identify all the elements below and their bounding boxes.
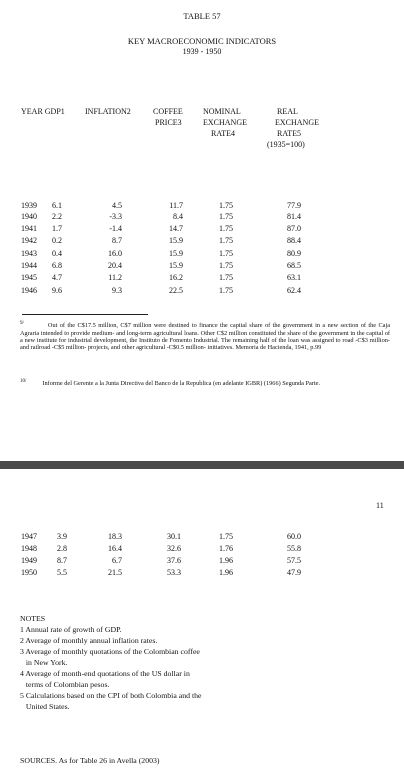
table-row-year: 1946 — [21, 286, 37, 295]
header-real-line3: RATE5 — [277, 129, 301, 138]
note-line: United States. — [20, 702, 70, 711]
page-break-band — [0, 461, 404, 469]
table-cell-coffee: 8.4 — [173, 212, 183, 221]
footnote-10-text: Informe del Gerente a la Junta Directiva del Banco de la Republica (en adelante IGBR) (1966) Segunda Parte. — [42, 380, 321, 388]
note-line: 1 Annual rate of growth of GDP. — [20, 625, 122, 634]
table-cell-nominal: 1.75 — [219, 212, 233, 221]
table-label: TABLE 57 — [183, 11, 221, 21]
table-cell-real: 88.4 — [287, 236, 301, 245]
header-coffee-line1: COFFEE — [153, 107, 183, 116]
note-line: 4 Average of month-end quotations of the US dollar in — [20, 669, 190, 678]
note-line: 3 Average of monthly quotations of the Colombian coffee — [20, 647, 200, 656]
table-row-year: 1944 — [21, 261, 37, 270]
table-cell-inflation: 11.2 — [108, 273, 122, 282]
footnote-10-marker: 10/ — [20, 379, 27, 384]
footnote-rule — [22, 314, 148, 315]
table-cell-gdp: 6.1 — [52, 201, 62, 210]
table-cell-gdp: 8.7 — [57, 556, 67, 565]
table-row-year: 1940 — [21, 212, 37, 221]
table-cell-real: 57.5 — [287, 556, 301, 565]
table-cell-coffee: 22.5 — [169, 286, 183, 295]
table-cell-coffee: 32.6 — [167, 544, 181, 553]
table-cell-inflation: 16.4 — [108, 544, 122, 553]
table-cell-gdp: 1.7 — [52, 224, 62, 233]
header-year-gdp: YEAR GDP1 — [21, 107, 65, 116]
table-cell-coffee: 15.9 — [169, 236, 183, 245]
table-cell-nominal: 1.75 — [219, 201, 233, 210]
table-cell-coffee: 14.7 — [169, 224, 183, 233]
table-cell-nominal: 1.96 — [219, 568, 233, 577]
table-cell-inflation: 18.3 — [108, 532, 122, 541]
note-line: in New York. — [20, 658, 68, 667]
table-cell-gdp: 5.5 — [57, 568, 67, 577]
table-cell-gdp: 2.2 — [52, 212, 62, 221]
table-cell-coffee: 37.6 — [167, 556, 181, 565]
header-nominal-line2: EXCHANGE — [203, 118, 247, 127]
table-cell-real: 68.5 — [287, 261, 301, 270]
page-lower — [0, 470, 404, 771]
table-cell-gdp: 0.4 — [52, 249, 62, 258]
page-number: 11 — [376, 501, 384, 510]
table-cell-real: 80.9 — [287, 249, 301, 258]
table-cell-coffee: 53.3 — [167, 568, 181, 577]
sources-line: SOURCES. As for Table 26 in Avella (2003) — [20, 756, 160, 765]
table-cell-real: 81.4 — [287, 212, 301, 221]
table-cell-nominal: 1.76 — [219, 544, 233, 553]
table-row-year: 1939 — [21, 201, 37, 210]
table-period: 1939 - 1950 — [182, 47, 222, 56]
table-cell-coffee: 16.2 — [169, 273, 183, 282]
table-cell-inflation: 4.5 — [112, 201, 122, 210]
table-title: KEY MACROECONOMIC INDICATORS — [127, 36, 277, 46]
table-cell-nominal: 1.75 — [219, 236, 233, 245]
header-real-line2: EXCHANGE — [275, 118, 319, 127]
table-cell-gdp: 6.8 — [52, 261, 62, 270]
footnote-9 — [20, 320, 390, 352]
table-cell-nominal: 1.75 — [219, 286, 233, 295]
table-row-year: 1941 — [21, 224, 37, 233]
footnote-9-text: Out of the C$17.5 million, C$7 million were destined to finance the capital share of the government in a new section of the Caja Agraria intended to provide medium- and long-term agricultural loans. Other C$2 million constituted the share of the government in the capital of a new institute for industrial development, the Instituto de Fomento Industrial. The remaining half of the loan was assigned to road -C$3 million- and railroad -C$5 million- projects, and other agricultural -C$0.5 million- initiatives. Memoria de Hacienda, 1941, p.99 — [20, 322, 390, 352]
table-row-year: 1947 — [21, 532, 37, 541]
table-cell-nominal: 1.75 — [219, 224, 233, 233]
table-row-year: 1949 — [21, 556, 37, 565]
table-cell-nominal: 1.96 — [219, 556, 233, 565]
table-cell-inflation: 8.7 — [112, 236, 122, 245]
table-cell-gdp: 0.2 — [52, 236, 62, 245]
header-nominal-line3: RATE4 — [211, 129, 235, 138]
table-cell-coffee: 11.7 — [169, 201, 183, 210]
table-cell-inflation: 20.4 — [108, 261, 122, 270]
table-cell-nominal: 1.75 — [219, 261, 233, 270]
table-cell-nominal: 1.75 — [219, 273, 233, 282]
table-cell-inflation: 21.5 — [108, 568, 122, 577]
table-cell-real: 87.0 — [287, 224, 301, 233]
footnote-9-marker: 9/ — [20, 321, 24, 326]
table-cell-nominal: 1.75 — [219, 249, 233, 258]
table-cell-coffee: 30.1 — [167, 532, 181, 541]
table-cell-inflation: 16.0 — [108, 249, 122, 258]
table-cell-gdp: 9.6 — [52, 286, 62, 295]
table-row-year: 1943 — [21, 249, 37, 258]
table-cell-gdp: 4.7 — [52, 273, 62, 282]
table-cell-real: 55.8 — [287, 544, 301, 553]
table-cell-coffee: 15.9 — [169, 261, 183, 270]
table-cell-real: 60.0 — [287, 532, 301, 541]
header-real-line4: (1935=100) — [267, 140, 305, 149]
footnote-10 — [20, 378, 390, 388]
table-cell-nominal: 1.75 — [219, 532, 233, 541]
table-cell-gdp: 2.8 — [57, 544, 67, 553]
table-row-year: 1945 — [21, 273, 37, 282]
table-cell-real: 47.9 — [287, 568, 301, 577]
table-cell-inflation: 6.7 — [112, 556, 122, 565]
table-row-year: 1942 — [21, 236, 37, 245]
table-row-year: 1950 — [21, 568, 37, 577]
header-real-line1: REAL — [277, 107, 298, 116]
note-line: 2 Average of monthly annual inflation rates. — [20, 636, 158, 645]
header-coffee-line2: PRICE3 — [155, 118, 182, 127]
table-cell-real: 63.1 — [287, 273, 301, 282]
note-line: 5 Calculations based on the CPI of both Colombia and the — [20, 691, 202, 700]
table-row-year: 1948 — [21, 544, 37, 553]
table-cell-gdp: 3.9 — [57, 532, 67, 541]
header-nominal-line1: NOMINAL — [203, 107, 241, 116]
table-cell-real: 62.4 — [287, 286, 301, 295]
header-inflation: INFLATION2 — [85, 107, 131, 116]
table-cell-inflation: -1.4 — [109, 224, 122, 233]
note-line: terms of Colombian pesos. — [20, 680, 110, 689]
table-cell-inflation: -3.3 — [109, 212, 122, 221]
table-cell-real: 77.9 — [287, 201, 301, 210]
notes-heading: NOTES — [20, 614, 46, 623]
table-cell-coffee: 15.9 — [169, 249, 183, 258]
table-cell-inflation: 9.3 — [112, 286, 122, 295]
